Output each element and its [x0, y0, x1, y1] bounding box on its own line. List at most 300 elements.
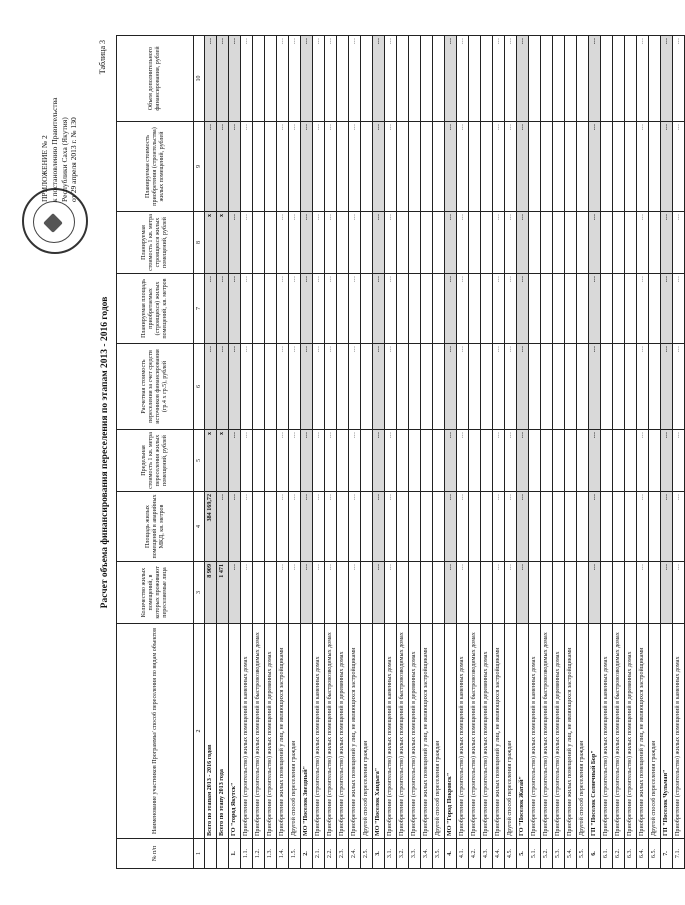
- table-cell: [421, 274, 433, 344]
- table-row: [433, 36, 445, 869]
- table-row: [481, 36, 493, 869]
- table-cell: x: [205, 430, 217, 492]
- column-number: 9: [194, 122, 205, 212]
- table-cell: …: [493, 562, 505, 624]
- table-cell: [529, 122, 541, 212]
- row-label: ГП "Поселок Чульман": [661, 624, 673, 839]
- table-cell: …: [349, 36, 361, 122]
- table-cell: [421, 430, 433, 492]
- table-cell: …: [673, 212, 685, 274]
- table-cell: …: [313, 36, 325, 122]
- table-cell: [265, 122, 277, 212]
- table-cell: [601, 562, 613, 624]
- column-number: 6: [194, 344, 205, 430]
- table-cell: x: [217, 430, 229, 492]
- table-cell: …: [505, 430, 517, 492]
- table-cell: [433, 492, 445, 562]
- table-cell: …: [589, 562, 601, 624]
- table-cell: [265, 212, 277, 274]
- table-cell: …: [385, 274, 397, 344]
- row-label: Приобретение (строительство) жилых помещений в каменных домах: [529, 624, 541, 839]
- table-cell: …: [241, 274, 253, 344]
- row-label: Приобретение (строительство) жилых помещений в каменных домах: [457, 624, 469, 839]
- table-cell: [601, 492, 613, 562]
- table-cell: [613, 492, 625, 562]
- table-cell: …: [385, 36, 397, 122]
- table-cell: [397, 344, 409, 430]
- table-cell: …: [313, 274, 325, 344]
- row-label: Приобретение жилых помещений у лиц, не являющихся застройщиками: [637, 624, 649, 839]
- table-cell: [397, 562, 409, 624]
- table-cell: …: [637, 36, 649, 122]
- row-number: 4.: [445, 839, 457, 869]
- header-cell: Площадь жилых помещений в аварийных МКД, кв. метров: [117, 492, 194, 562]
- table-cell: …: [373, 212, 385, 274]
- table-cell: [481, 562, 493, 624]
- table-cell: …: [493, 36, 505, 122]
- table-cell: [529, 36, 541, 122]
- row-number: 3.: [373, 839, 385, 869]
- table-cell: …: [325, 492, 337, 562]
- table-cell: …: [289, 492, 301, 562]
- table-row: [649, 36, 661, 869]
- table-cell: …: [277, 344, 289, 430]
- header-cell: Объем дополнительного финансирования, рублей: [117, 36, 194, 122]
- row-number: 6.3.: [625, 839, 637, 869]
- row-label: Всего по этапу 2013 года: [217, 624, 229, 839]
- column-number: 8: [194, 212, 205, 274]
- table-cell: [397, 492, 409, 562]
- table-cell: …: [289, 212, 301, 274]
- table-cell: [625, 562, 637, 624]
- table-cell: …: [229, 492, 241, 562]
- table-cell: [421, 36, 433, 122]
- table-cell: [469, 562, 481, 624]
- table-cell: …: [313, 212, 325, 274]
- table-cell: …: [505, 274, 517, 344]
- table-cell: [625, 430, 637, 492]
- table-cell: …: [661, 212, 673, 274]
- table-cell: …: [493, 492, 505, 562]
- table-cell: [529, 344, 541, 430]
- table-cell: …: [205, 274, 217, 344]
- table-cell: [577, 344, 589, 430]
- row-label: Приобретение (строительство) жилых помещений в каменных домах: [385, 624, 397, 839]
- table-cell: …: [349, 562, 361, 624]
- table-cell: [601, 36, 613, 122]
- table-cell: …: [445, 36, 457, 122]
- table-cell: …: [517, 36, 529, 122]
- table-cell: [361, 122, 373, 212]
- table-cell: [613, 430, 625, 492]
- table-row: [229, 36, 241, 869]
- table-cell: [565, 344, 577, 430]
- table-row: [553, 36, 565, 869]
- table-cell: …: [241, 36, 253, 122]
- table-cell: [433, 430, 445, 492]
- table-cell: [649, 492, 661, 562]
- table-cell: [577, 562, 589, 624]
- table-row: [469, 36, 481, 869]
- table-cell: …: [589, 212, 601, 274]
- table-cell: [265, 492, 277, 562]
- row-number: 3.4.: [421, 839, 433, 869]
- row-number: 4.5.: [505, 839, 517, 869]
- table-cell: [553, 274, 565, 344]
- row-label: Приобретение (строительство) жилых помещений в каменных домах: [313, 624, 325, 839]
- row-number: 3.1.: [385, 839, 397, 869]
- row-label: ГО "Поселок Жатай": [517, 624, 529, 839]
- table-row: [505, 36, 517, 869]
- table-cell: …: [229, 274, 241, 344]
- table-cell: …: [277, 562, 289, 624]
- table-cell: …: [241, 430, 253, 492]
- table-cell: …: [241, 344, 253, 430]
- table-cell: …: [661, 492, 673, 562]
- table-cell: [601, 274, 613, 344]
- table-cell: …: [673, 122, 685, 212]
- table-cell: [529, 492, 541, 562]
- table-cell: …: [217, 274, 229, 344]
- table-cell: …: [277, 274, 289, 344]
- table-cell: [421, 492, 433, 562]
- row-label: МО "Поселок Хандыга": [373, 624, 385, 839]
- table-cell: …: [349, 212, 361, 274]
- table-cell: [553, 36, 565, 122]
- table-cell: …: [289, 344, 301, 430]
- header-cell: Планируемая стоимость приобретения (строительства) жилых помещений, рублей: [117, 122, 194, 212]
- table-cell: [541, 274, 553, 344]
- table-cell: [553, 492, 565, 562]
- row-number: 6.5.: [649, 839, 661, 869]
- table-cell: [541, 122, 553, 212]
- table-cell: [529, 212, 541, 274]
- table-cell: …: [661, 274, 673, 344]
- table-cell: …: [313, 430, 325, 492]
- row-number: 1.4.: [277, 839, 289, 869]
- table-cell: [265, 344, 277, 430]
- table-cell: [421, 562, 433, 624]
- table-cell: [409, 430, 421, 492]
- table-cell: …: [517, 122, 529, 212]
- table-cell: [601, 212, 613, 274]
- header-cell: Предельная стоимость 1 кв. метра переселения жилых помещений, рублей: [117, 430, 194, 492]
- row-number: 5.5.: [577, 839, 589, 869]
- table-cell: [409, 36, 421, 122]
- table-cell: [577, 430, 589, 492]
- column-number: 3: [194, 562, 205, 624]
- table-row: [493, 36, 505, 869]
- table-row: [409, 36, 421, 869]
- table-cell: …: [457, 274, 469, 344]
- table-cell: [529, 562, 541, 624]
- row-number: 6.1.: [601, 839, 613, 869]
- table-cell: …: [241, 212, 253, 274]
- row-label: Другой способ переселения граждан: [361, 624, 373, 839]
- table-cell: [649, 430, 661, 492]
- table-cell: [625, 492, 637, 562]
- table-cell: …: [373, 274, 385, 344]
- table-cell: [361, 212, 373, 274]
- table-cell: [469, 430, 481, 492]
- table-cell: …: [589, 274, 601, 344]
- row-number: 5.1.: [529, 839, 541, 869]
- row-number: 4.3.: [481, 839, 493, 869]
- table-row: [445, 36, 457, 869]
- table-cell: …: [385, 212, 397, 274]
- table-cell: …: [241, 492, 253, 562]
- table-cell: …: [289, 122, 301, 212]
- row-number: 3.2.: [397, 839, 409, 869]
- table-cell: …: [505, 344, 517, 430]
- table-row: [661, 36, 673, 869]
- table-cell: …: [217, 492, 229, 562]
- table-cell: …: [277, 430, 289, 492]
- table-row: [349, 36, 361, 869]
- row-label: ГП "Поселок Солнечный Бор": [589, 624, 601, 839]
- table-cell: [337, 212, 349, 274]
- table-cell: …: [661, 122, 673, 212]
- table-cell: [481, 274, 493, 344]
- table-cell: …: [301, 212, 313, 274]
- table-cell: …: [493, 212, 505, 274]
- table-row: [277, 36, 289, 869]
- table-cell: …: [289, 36, 301, 122]
- table-cell: [577, 212, 589, 274]
- table-cell: …: [445, 344, 457, 430]
- table-cell: …: [301, 430, 313, 492]
- financing-table: [116, 35, 685, 869]
- table-cell: [529, 274, 541, 344]
- table-row: [457, 36, 469, 869]
- table-cell: [337, 122, 349, 212]
- row-number: 4.2.: [469, 839, 481, 869]
- table-row: [313, 36, 325, 869]
- table-cell: [481, 430, 493, 492]
- table-cell: [541, 212, 553, 274]
- document-title: Расчет объема финансирования переселения по этапам 2013 - 2016 годов: [100, 296, 110, 609]
- table-cell: [433, 274, 445, 344]
- table-cell: …: [517, 344, 529, 430]
- table-cell: …: [445, 122, 457, 212]
- row-number: 2.2.: [325, 839, 337, 869]
- table-cell: [469, 212, 481, 274]
- table-cell: …: [505, 122, 517, 212]
- table-cell: …: [217, 36, 229, 122]
- table-row: [289, 36, 301, 869]
- table-cell: …: [277, 122, 289, 212]
- table-cell: …: [325, 212, 337, 274]
- table-cell: …: [445, 430, 457, 492]
- table-cell: [601, 430, 613, 492]
- table-cell: [577, 122, 589, 212]
- table-cell: …: [277, 36, 289, 122]
- table-cell: [265, 562, 277, 624]
- table-cell: …: [637, 274, 649, 344]
- row-label: Приобретение (строительство) жилых помещений в деревянных домах: [553, 624, 565, 839]
- table-cell: 1 471: [217, 562, 229, 624]
- table-cell: [529, 430, 541, 492]
- table-cell: [565, 36, 577, 122]
- row-number: 3.5.: [433, 839, 445, 869]
- table-cell: [397, 212, 409, 274]
- appendix-line: от 29 апреля 2013 г. № 130: [69, 117, 79, 202]
- table-cell: [253, 122, 265, 212]
- table-cell: …: [385, 344, 397, 430]
- table-cell: [469, 274, 481, 344]
- table-cell: …: [637, 492, 649, 562]
- table-cell: [253, 562, 265, 624]
- table-cell: [613, 122, 625, 212]
- row-label: Приобретение жилых помещений у лиц, не являющихся застройщиками: [565, 624, 577, 839]
- table-cell: …: [637, 562, 649, 624]
- row-label: Приобретение (строительство) жилых помещений в деревянных домах: [625, 624, 637, 839]
- row-number: 5.2.: [541, 839, 553, 869]
- table-cell: …: [241, 122, 253, 212]
- appendix-note: [40, 42, 79, 202]
- table-cell: …: [589, 492, 601, 562]
- table-row: [529, 36, 541, 869]
- table-cell: …: [445, 274, 457, 344]
- table-cell: …: [505, 562, 517, 624]
- table-cell: [577, 36, 589, 122]
- table-cell: [361, 430, 373, 492]
- table-cell: …: [277, 492, 289, 562]
- header-cell: Количество жилых помещений, в которых проживают переселяемые лица: [117, 562, 194, 624]
- table-cell: [409, 562, 421, 624]
- header-cell: Наименование участников Программы/ способ переселения по видам объектов: [117, 624, 194, 839]
- row-number: 6.4.: [637, 839, 649, 869]
- table-cell: …: [661, 36, 673, 122]
- row-label: Приобретение жилых помещений у лиц, не являющихся застройщиками: [421, 624, 433, 839]
- table-cell: [625, 274, 637, 344]
- table-cell: …: [229, 562, 241, 624]
- table-label: Таблица 3: [98, 40, 107, 75]
- table-cell: [481, 36, 493, 122]
- row-label: Приобретение (строительство) жилых помещений в деревянных домах: [409, 624, 421, 839]
- table-cell: …: [325, 562, 337, 624]
- table-cell: …: [493, 122, 505, 212]
- row-number: 2.4.: [349, 839, 361, 869]
- table-cell: …: [373, 562, 385, 624]
- table-cell: …: [373, 122, 385, 212]
- table-cell: [481, 492, 493, 562]
- table-row: [241, 36, 253, 869]
- table-row: [589, 36, 601, 869]
- row-label: Приобретение жилых помещений у лиц, не являющихся застройщиками: [277, 624, 289, 839]
- column-number: 2: [194, 624, 205, 839]
- table-cell: [337, 274, 349, 344]
- table-cell: [613, 212, 625, 274]
- table-cell: …: [373, 344, 385, 430]
- row-number: 5.3.: [553, 839, 565, 869]
- table-cell: x: [217, 212, 229, 274]
- table-cell: …: [673, 562, 685, 624]
- table-cell: …: [673, 344, 685, 430]
- table-cell: …: [349, 492, 361, 562]
- table-cell: [577, 492, 589, 562]
- column-number: 4: [194, 492, 205, 562]
- table-cell: …: [457, 430, 469, 492]
- table-cell: [565, 274, 577, 344]
- table-cell: [409, 212, 421, 274]
- table-cell: [553, 562, 565, 624]
- table-cell: …: [517, 430, 529, 492]
- table-row: [373, 36, 385, 869]
- table-cell: …: [229, 430, 241, 492]
- table-cell: …: [457, 562, 469, 624]
- table-cell: …: [505, 492, 517, 562]
- table-cell: …: [229, 212, 241, 274]
- table-cell: …: [637, 430, 649, 492]
- table-cell: [553, 122, 565, 212]
- table-cell: …: [445, 492, 457, 562]
- table-cell: 384 169,72: [205, 492, 217, 562]
- table-cell: …: [373, 36, 385, 122]
- table-cell: …: [661, 344, 673, 430]
- row-number: 1.2.: [253, 839, 265, 869]
- table-cell: …: [517, 212, 529, 274]
- row-label: Другой способ переселения граждан: [649, 624, 661, 839]
- row-label: Приобретение (строительство) жилых помещений в каменных домах: [601, 624, 613, 839]
- table-cell: [433, 344, 445, 430]
- table-cell: [649, 36, 661, 122]
- table-cell: …: [457, 492, 469, 562]
- row-label: МО "Поселок Звездный": [301, 624, 313, 839]
- table-cell: …: [241, 562, 253, 624]
- table-row: [601, 36, 613, 869]
- table-cell: [553, 344, 565, 430]
- table-cell: [409, 122, 421, 212]
- row-number: 7.1.: [673, 839, 685, 869]
- column-number: 5: [194, 430, 205, 492]
- table-cell: …: [349, 344, 361, 430]
- row-number: 1.: [229, 839, 241, 869]
- table-cell: …: [349, 274, 361, 344]
- table-cell: [601, 122, 613, 212]
- table-cell: …: [301, 274, 313, 344]
- table-cell: …: [217, 122, 229, 212]
- table-cell: …: [325, 36, 337, 122]
- table-cell: …: [505, 36, 517, 122]
- row-number: 7.: [661, 839, 673, 869]
- table-cell: …: [229, 344, 241, 430]
- table-cell: [253, 274, 265, 344]
- table-cell: [421, 122, 433, 212]
- table-cell: …: [313, 562, 325, 624]
- table-cell: [253, 212, 265, 274]
- row-number: 6.: [589, 839, 601, 869]
- row-number: [217, 839, 229, 869]
- table-cell: …: [673, 430, 685, 492]
- table-cell: [421, 344, 433, 430]
- table-cell: [613, 36, 625, 122]
- table-cell: …: [385, 562, 397, 624]
- table-row: [577, 36, 589, 869]
- table-cell: …: [589, 122, 601, 212]
- column-number-row: [194, 36, 205, 869]
- table-cell: [481, 212, 493, 274]
- table-cell: …: [301, 344, 313, 430]
- table-cell: [361, 562, 373, 624]
- table-cell: x: [205, 212, 217, 274]
- table-cell: …: [517, 562, 529, 624]
- table-cell: …: [661, 562, 673, 624]
- table-cell: …: [637, 212, 649, 274]
- table-cell: …: [313, 492, 325, 562]
- table-cell: …: [493, 430, 505, 492]
- table-cell: …: [673, 492, 685, 562]
